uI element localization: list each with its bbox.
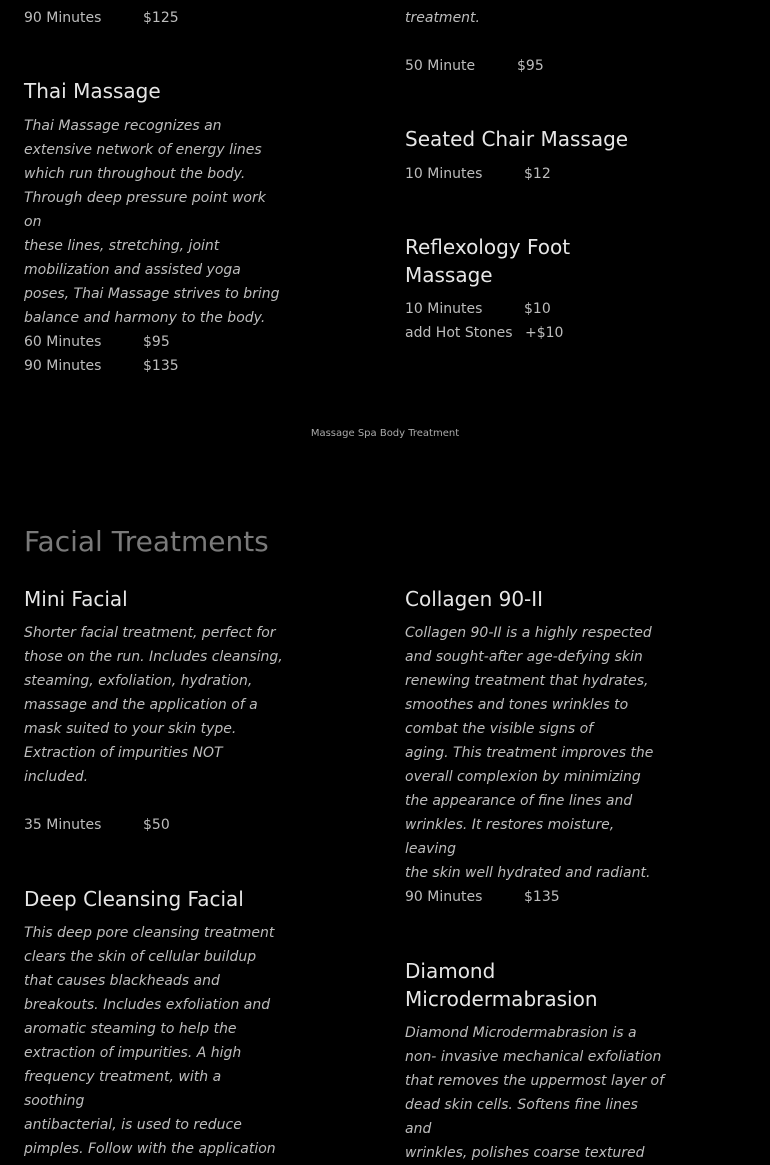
duration-label: 90 Minutes bbox=[24, 10, 102, 26]
mini-facial-description bbox=[24, 621, 284, 789]
price-label: $12 bbox=[524, 166, 551, 182]
price-label: $95 bbox=[143, 334, 170, 350]
description-line: Diamond Microdermabrasion is a bbox=[405, 1025, 637, 1041]
prev-right-desc-tail: treatment. bbox=[405, 10, 480, 26]
description-line: balance and harmony to the body. bbox=[24, 310, 266, 326]
mini-facial-title: Mini Facial bbox=[24, 587, 128, 611]
image-caption: Massage Spa Body Treatment bbox=[310, 428, 460, 439]
description-line: that removes the uppermost layer of bbox=[405, 1073, 665, 1089]
title-line: Diamond bbox=[405, 959, 496, 983]
description-line: that causes blackheads and bbox=[24, 973, 220, 989]
price-label: $50 bbox=[143, 817, 170, 833]
description-line: extraction of impurities. A high bbox=[24, 1045, 242, 1061]
description-line: these lines, stretching, joint bbox=[24, 238, 220, 254]
duration-label: 90 Minutes bbox=[24, 358, 102, 374]
description-line: wrinkles, polishes coarse textured bbox=[405, 1145, 645, 1161]
deep-cleansing-description bbox=[24, 921, 284, 1161]
duration-label: 50 Minute bbox=[405, 58, 476, 74]
duration-label: 90 Minutes bbox=[405, 889, 483, 905]
description-line: dead skin cells. Softens fine lines and bbox=[405, 1097, 638, 1137]
duration-label: 10 Minutes bbox=[405, 301, 483, 317]
thai-price-row-90 bbox=[24, 354, 264, 378]
description-line: extensive network of energy lines bbox=[24, 142, 262, 158]
thai-massage-description bbox=[24, 114, 284, 330]
prev-left-price-row bbox=[24, 6, 264, 30]
price-label: $125 bbox=[143, 10, 179, 26]
description-line: and sought-after age-defying skin bbox=[405, 649, 643, 665]
description-line: combat the visible signs of bbox=[405, 721, 594, 737]
description-line: mask suited to your skin type. bbox=[24, 721, 237, 737]
diamond-description bbox=[405, 1021, 665, 1165]
description-line: This deep pore cleansing treatment bbox=[24, 925, 275, 941]
reflexology-price-row bbox=[405, 297, 645, 321]
title-line: Reflexology Foot bbox=[405, 235, 571, 259]
prev-right-price-row bbox=[405, 54, 645, 78]
price-label: $95 bbox=[517, 58, 544, 74]
description-line: Through deep pressure point work on bbox=[24, 190, 266, 230]
title-line: Microdermabrasion bbox=[405, 987, 598, 1011]
description-line: those on the run. Includes cleansing, bbox=[24, 649, 283, 665]
description-line: non- invasive mechanical exfoliation bbox=[405, 1049, 662, 1065]
mini-facial-price-row bbox=[24, 813, 264, 837]
facial-treatments-heading: Facial Treatments bbox=[24, 525, 269, 558]
description-line: the appearance of fine lines and bbox=[405, 793, 633, 809]
duration-label: 10 Minutes bbox=[405, 166, 483, 182]
thai-massage-title: Thai Massage bbox=[24, 79, 161, 103]
addon-label: add Hot Stones bbox=[405, 325, 513, 341]
duration-label: 35 Minutes bbox=[24, 817, 102, 833]
description-line: aromatic steaming to help the bbox=[24, 1021, 237, 1037]
description-line: renewing treatment that hydrates, bbox=[405, 673, 649, 689]
duration-label: 60 Minutes bbox=[24, 334, 102, 350]
description-line: Collagen 90-II is a highly respected bbox=[405, 625, 652, 641]
collagen-description bbox=[405, 621, 665, 885]
title-line: Massage bbox=[405, 263, 493, 287]
thai-price-row-60 bbox=[24, 330, 264, 354]
seated-chair-massage-title: Seated Chair Massage bbox=[405, 127, 629, 151]
description-line: the skin well hydrated and radiant. bbox=[405, 865, 651, 881]
price-label: $135 bbox=[524, 889, 560, 905]
description-line: Extraction of impurities NOT bbox=[24, 745, 223, 761]
description-line: massage and the application of a bbox=[24, 697, 258, 713]
description-line: breakouts. Includes exfoliation and bbox=[24, 997, 271, 1013]
description-line: smoothes and tones wrinkles to bbox=[405, 697, 629, 713]
description-line: Shorter facial treatment, perfect for bbox=[24, 625, 276, 641]
description-line: which run throughout the body. bbox=[24, 166, 246, 182]
description-line: clears the skin of cellular buildup bbox=[24, 949, 257, 965]
description-line: mobilization and assisted yoga bbox=[24, 262, 241, 278]
deep-cleansing-facial-title: Deep Cleansing Facial bbox=[24, 887, 244, 911]
description-line: steaming, exfoliation, hydration, bbox=[24, 673, 253, 689]
description-line: antibacterial, is used to reduce bbox=[24, 1117, 242, 1133]
collagen-90-ii-title: Collagen 90-II bbox=[405, 587, 544, 611]
diamond-microdermabrasion-title bbox=[405, 957, 598, 1013]
description-line: pimples. Follow with the application bbox=[24, 1141, 276, 1157]
price-label: +$10 bbox=[525, 325, 564, 341]
description-line: included. bbox=[24, 769, 89, 785]
chair-price-row bbox=[405, 162, 645, 186]
description-line: wrinkles. It restores moisture, leaving bbox=[405, 817, 615, 857]
description-line: poses, Thai Massage strives to bring bbox=[24, 286, 280, 302]
description-line: aging. This treatment improves the bbox=[405, 745, 654, 761]
reflexology-foot-massage-title bbox=[405, 233, 570, 289]
description-line: frequency treatment, with a soothing bbox=[24, 1069, 222, 1109]
price-label: $135 bbox=[143, 358, 179, 374]
description-line: Thai Massage recognizes an bbox=[24, 118, 222, 134]
hot-stones-addon-row bbox=[405, 321, 645, 345]
collagen-price-row bbox=[405, 885, 645, 909]
description-line: overall complexion by minimizing bbox=[405, 769, 641, 785]
price-label: $10 bbox=[524, 301, 551, 317]
